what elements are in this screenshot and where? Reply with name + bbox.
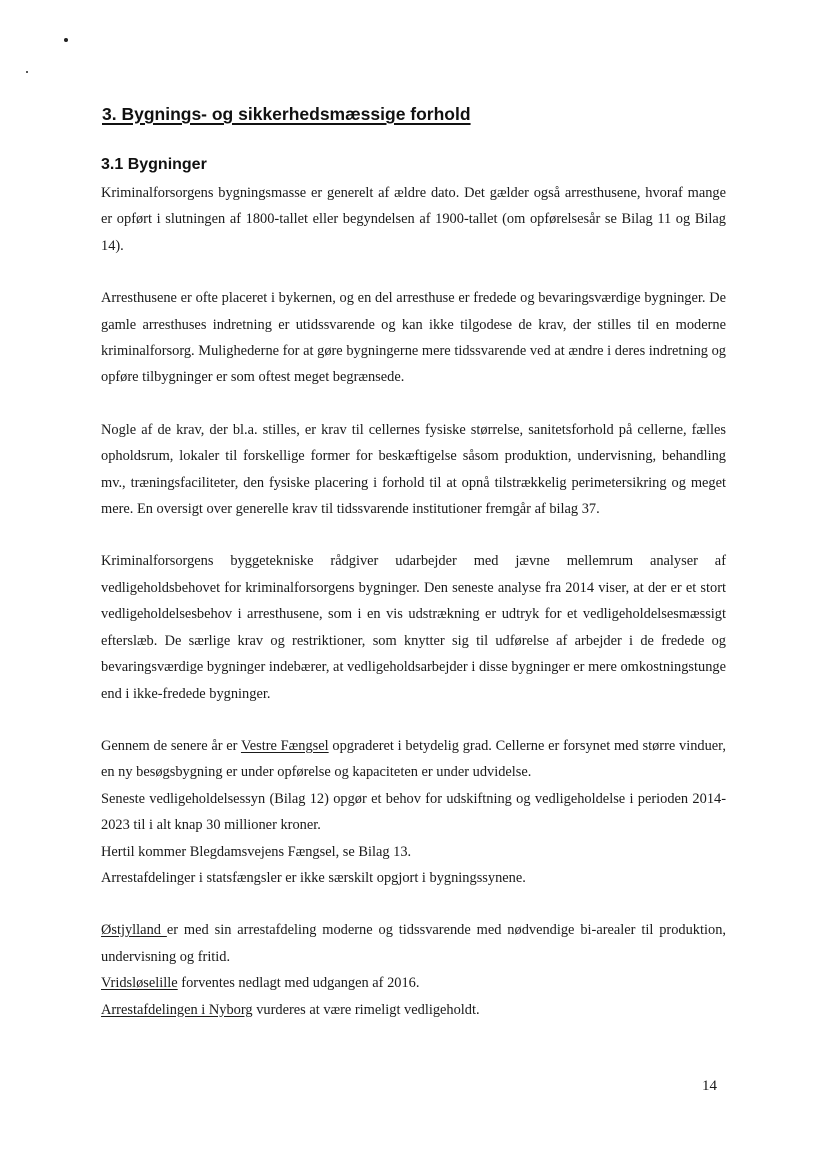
text-fragment: forventes nedlagt med udgangen af 2016.: [177, 975, 420, 992]
paragraph-arresthouses: Arresthusene er ofte placeret i bykernen, og en del arresthuse er fredede og bevaringsværdige bygninger. De gamle arresthuses indretning er utidssvarende og kan ikke tilgodese de krav, der stilles til en moderne kriminalforsorg. Mulighederne for at gøre bygningerne mere tidssvarende ved at ændre i deres indretning og opføre tilbygninger er som oftest meget begrænsede.: [101, 290, 726, 386]
paragraph-nyborg: [101, 997, 726, 1023]
scan-speck: [26, 71, 28, 73]
text-fragment: er med sin arrestafdeling moderne og tidssvarende med nødvendige bi-arealer til produktion, undervisning og fritid.: [101, 922, 726, 965]
paragraph-vestre-group: [90, 733, 726, 891]
text-fragment: vurderes at være rimeligt vedligeholdt.: [252, 1001, 480, 1018]
subsection-heading: 3.1 Bygninger: [101, 156, 207, 173]
vestre-faengsel-link[interactable]: Vestre Fængsel: [240, 737, 329, 754]
paragraph-building-age: Kriminalforsorgens bygningsmasse er generelt af ældre dato. Det gælder også arresthusene, hvoraf mange er opført i slutningen af 1800-tallet eller begyndelsen af 1900-tallet (om opførelsesår se Bilag 11 og Bilag 14).: [101, 185, 726, 254]
paragraph-arrestafdelinger: Arrestafdelinger i statsfængsler er ikke særskilt opgjort i bygningssynene.: [101, 869, 526, 886]
paragraph-ostjylland: [101, 917, 726, 970]
paragraph-requirements: Nogle af de krav, der bl.a. stilles, er krav til cellernes fysiske størrelse, sanitetsforhold på cellerne, fælles opholdsrum, lokaler til forskellige former for beskæftigelse såsom produktion, undervisning, behandling mv., træningsfaciliteter, den fysiske placering i forhold til at opnå tilstrækkelig perimetersikring og meget mere. En oversigt over generelle krav til tidssvarende institutioner fremgår af bilag 37.: [101, 421, 726, 518]
ostjylland-link[interactable]: Østjylland: [101, 922, 167, 939]
paragraph-vestre: [101, 733, 726, 786]
paragraph-maintenance-survey: Seneste vedligeholdelsessyn (Bilag 12) opgør et behov for udskiftning og vedligeholdelse i perioden 2014-2023 til i alt knap 30 millioner kroner.: [101, 790, 726, 834]
vridsloselille-link[interactable]: Vridsløselille: [101, 975, 178, 992]
paragraph-vridslose: [101, 970, 726, 996]
paragraph-facilities-group: [90, 917, 726, 1023]
page-number: 14: [702, 1078, 717, 1094]
text-fragment: Gennem de senere år er: [101, 737, 241, 754]
document-page: [90, 104, 726, 1023]
paragraph-maintenance-analysis: Kriminalforsorgens byggetekniske rådgiver udarbejder med jævne mellemrum analyser af vedligeholdsbehovet for kriminalforsorgens bygninger. Den seneste analyse fra 2014 viser, at der er et stort vedligeholdelsesbehov i arresthusene, som i en vis udstrækning er udtryk for et vedligeholdelsesmæssigt efterslæb. De særlige krav og restriktioner, som knytter sig til udførelse af arbejder i de fredede og bevaringsværdige bygninger indebærer, at vedligeholdsarbejder i disse bygninger er mere omkostningstunge end i ikke-fredede bygninger.: [101, 553, 726, 702]
section-heading: 3. Bygnings- og sikkerhedsmæssige forhold: [102, 104, 471, 124]
scan-speck: [64, 38, 68, 42]
paragraph-blegdamsvej: Hertil kommer Blegdamsvejens Fængsel, se Bilag 13.: [101, 843, 412, 860]
text-fragment: opgraderet i betydelig grad. Cellerne er forsynet med større vinduer, en ny besøgsbygning er under opførelse og kapaciteten er under udvidelse.: [101, 737, 726, 781]
nyborg-link[interactable]: Arrestafdelingen i Nyborg: [101, 1001, 253, 1018]
